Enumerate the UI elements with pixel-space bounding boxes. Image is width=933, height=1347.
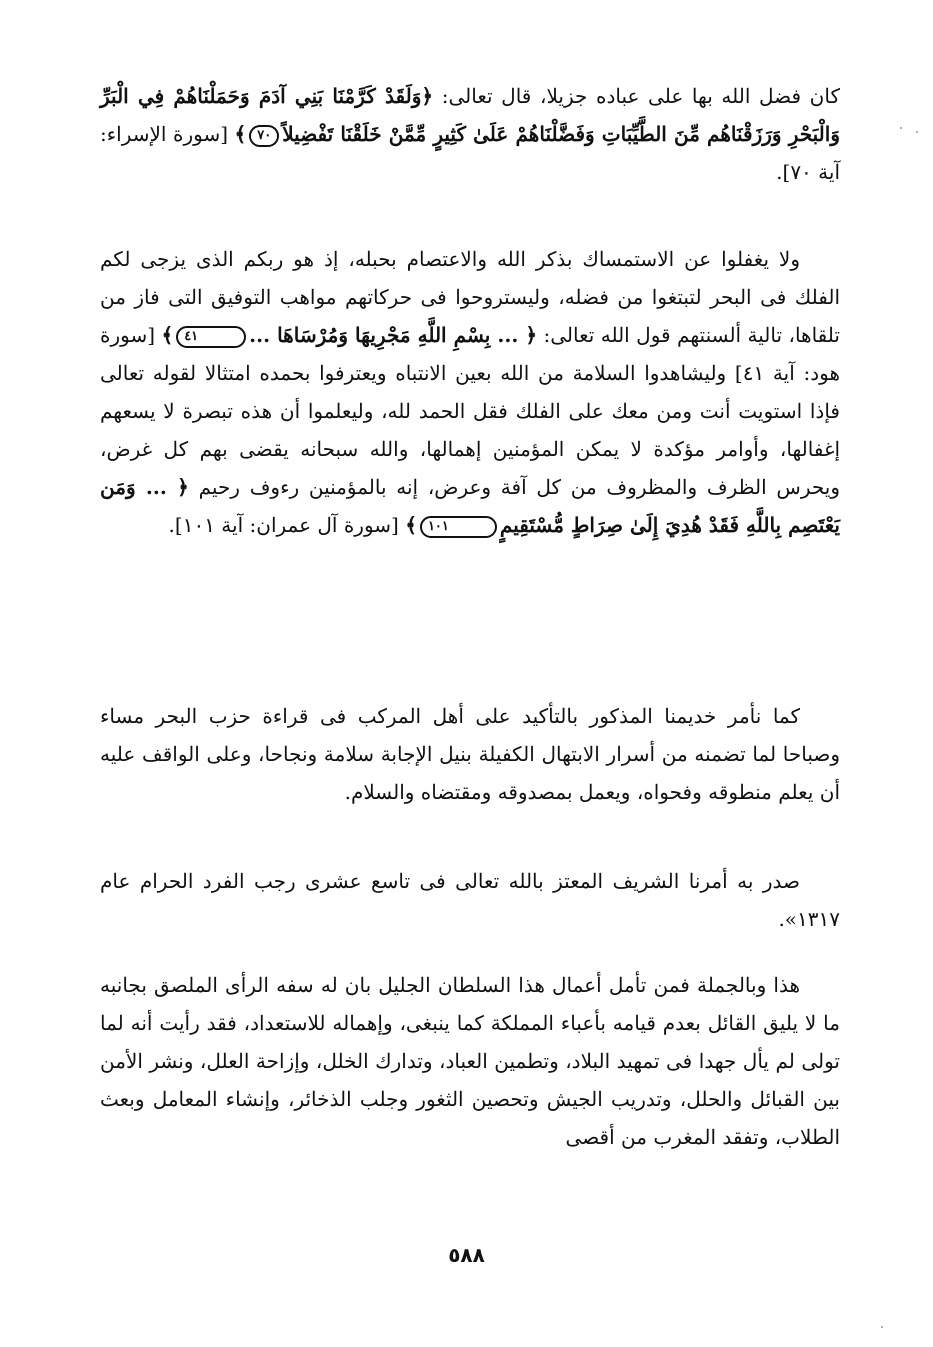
paragraph-1 [100,77,840,191]
paragraph-4-text: صدر به أمرنا الشريف المعتز بالله تعالى فى تاسع عشرى رجب الفرد الحرام عام ١٣١٧». [100,869,840,931]
ayah-number-marker: ١٠١ [420,516,497,538]
paragraph-2-text-continued: [سورة هود: آية ٤١] وليشاهدوا السلامة من الله بعين الانتباه ويعترفوا بحمده امتثالا لقوله تعالى فإذا استويت أنت ومن معك على الفلك فقل الحمد لله، وليعلموا أن هذه تبصرة لا يسعهم إغفالها، وأوامر مؤكدة لا يمكن المؤمنين إهمالها، والله سبحانه يقضى بهم كل غرض، ويحرس الظرف والمظروف من كل آفة وعرض، إنه بالمؤمنين رءوف رحيم [100,323,840,499]
ayah-number-marker: ٧٠ [249,125,279,147]
quran-verse-hud-41: ﴿ ... بِسْمِ اللَّهِ مَجْرِيهَا وَمُرْسَاهَا ... [249,323,538,347]
paragraph-2 [100,240,840,544]
quran-verse-al-imran-101: ﴿ ... وَمَن يَعْتَصِم بِاللَّهِ فَقَدْ هُدِيَ إِلَىٰ صِرَاطٍ مُّسْتَقِيمٍ [100,475,840,537]
paragraph-3 [100,697,840,811]
ayah-number-marker: ٤١ [176,326,246,348]
scan-speck [916,131,918,133]
page-number: ٥٨٨ [448,1243,485,1267]
surah-reference: [سورة آل عمران: آية ١٠١]. [168,513,406,537]
surah-reference: [سورة الإسراء: آية ٧٠]. [100,122,840,184]
quran-verse-isra-70: ﴿وَلَقَدْ كَرَّمْنَا بَنِي آدَمَ وَحَمَلْنَاهُمْ فِي الْبَرِّ وَالْبَحْرِ وَرَزَقْنَاهُم مِّنَ الطَّيِّبَاتِ وَفَضَّلْنَاهُمْ عَلَىٰ كَثِيرٍ مِّمَّنْ خَلَقْنَا تَفْضِيلاً [100,84,840,146]
quran-verse-close-bracket: ﴾ [405,513,417,537]
paragraph-4 [100,862,840,938]
scan-speck [881,1326,883,1328]
quran-verse-close-bracket: ﴾ [234,122,247,146]
quran-verse-close-bracket: ﴾ [161,323,174,347]
paragraph-3-text: كما نأمر خديمنا المذكور بالتأكيد على أهل المركب فى قراءة حزب البحر مساء وصباحا لما تضمنه من أسرار الابتهال الكفيلة بنيل الإجابة سلامة ونجاحا، وعلى الواقف عليه أن يعلم منطوقه وفحواه، ويعمل بمصدوقه ومقتضاه والسلام. [100,704,840,804]
scan-speck [900,127,902,129]
paragraph-5-text: هذا وبالجملة فمن تأمل أعمال هذا السلطان الجليل بان له سفه الرأى الملصق بجانبه ما لا يليق القائل بعدم قيامه بأعباء المملكة كما ينبغى، وإهماله للاستعداد، فقد رأيت أنه لما تولى لم يأل جهدا فى تمهيد البلاد، وتطمين العباد، وتدارك الخلل، وإزاحة العلل، ونشر الأمن بين القبائل والحلل، وتدريب الجيش وتحصين الثغور وجلب الذخائر، وإنشاء المعامل وبعث الطلاب، وتفقد المغرب من أقصى [100,973,840,1149]
paragraph-5 [100,966,840,1156]
paragraph-1-text: كان فضل الله بها على عباده جزيلا، قال تعالى: [433,84,840,108]
paragraph-2-text: ولا يغفلوا عن الاستمساك بذكر الله والاعتصام بحبله، إذ هو ربكم الذى يزجى لكم الفلك فى البحر لتبتغوا من فضله، وليستروحوا فى حركاتهم مواهب التوفيق التى فاز من تلقاها، تالية ألسنتهم قول الله تعالى: [100,247,840,347]
